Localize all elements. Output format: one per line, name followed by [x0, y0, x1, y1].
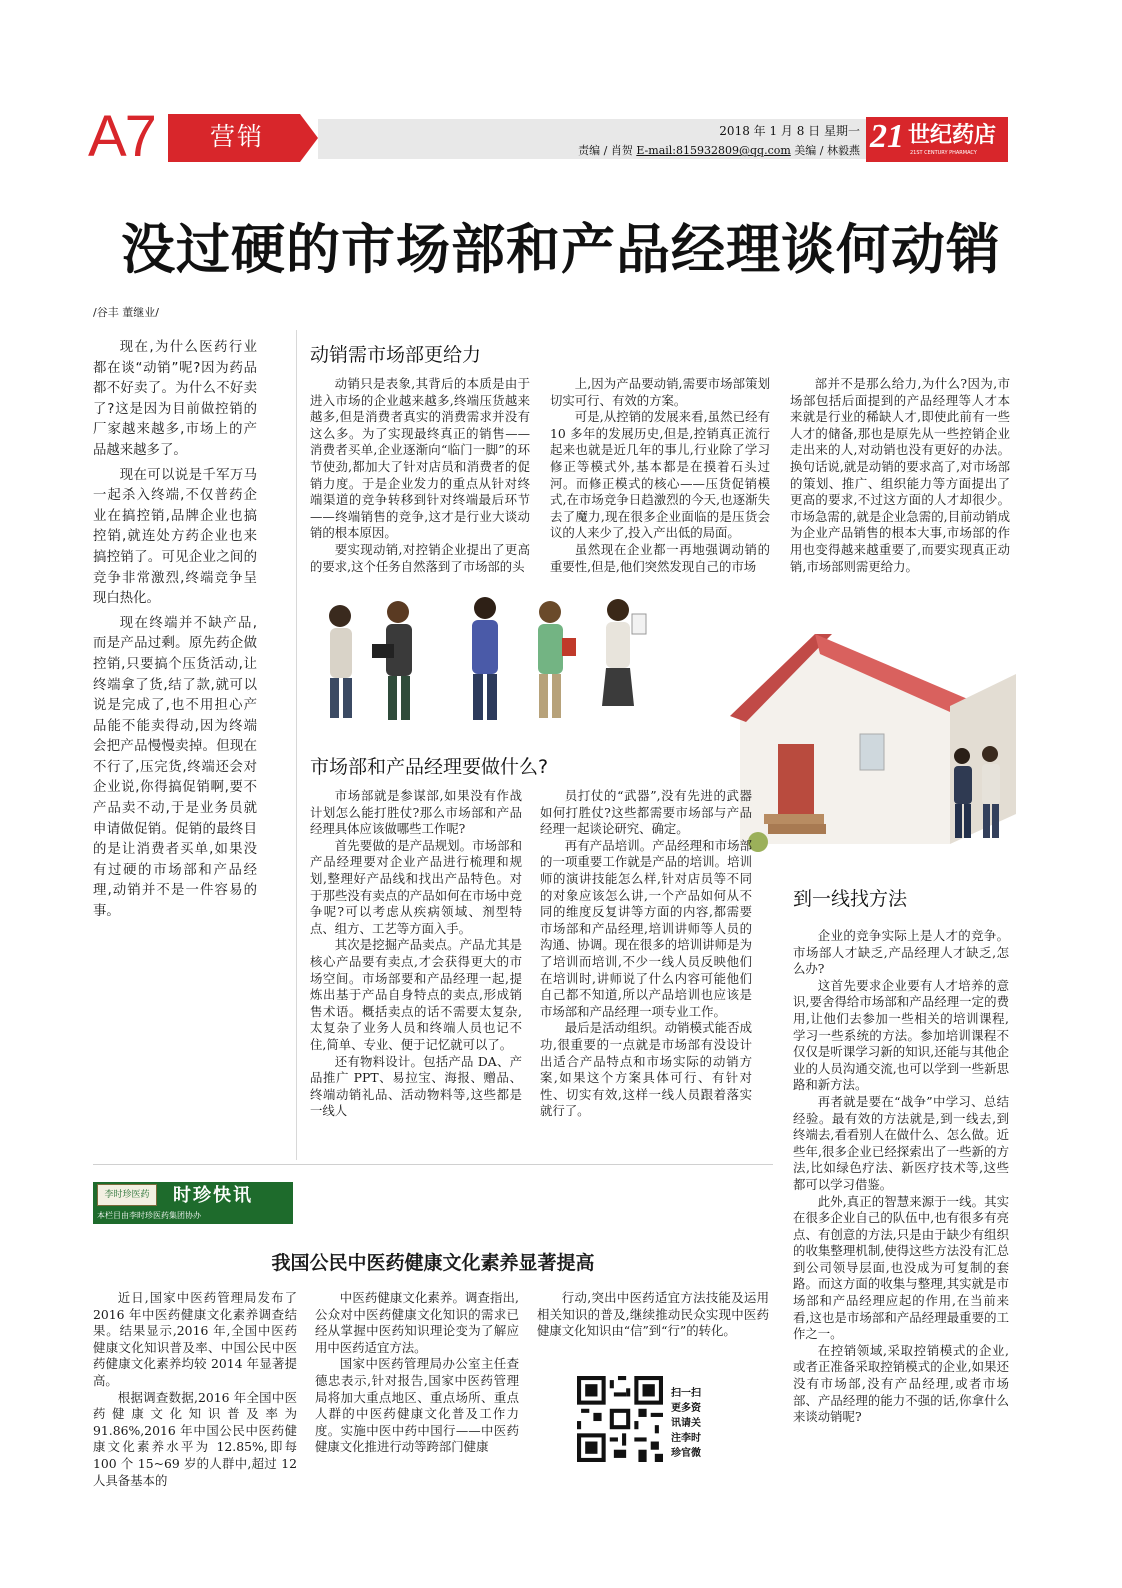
- paragraph: 动销只是表象,其背后的本质是由于进入市场的企业越来越多,终端压货越来越多,但是消费者真实的消费需求并没有这么多。为了实现最终真正的销售——消费者买单,企业逐渐向“临门一脚”的环节使劲,都加大了针对店员和消费者的促销力度。于是企业发力的重点从针对终端渠道的竞争转移到针对终端最后环节——终端销售的竞争,这才是行业大谈动销的根本原因。: [310, 376, 530, 541]
- qr-caption-line: 讯请关: [671, 1418, 701, 1429]
- person-figure: [372, 601, 412, 720]
- person-figure: [538, 601, 576, 718]
- s2-column-2: [540, 788, 752, 1120]
- brief-divider: [93, 1164, 773, 1165]
- paragraph: 要实现动销,对控销企业提出了更高的要求,这个任务自然落到了市场部的头: [310, 541, 530, 574]
- paragraph: 中医药健康文化素养。调查指出,公众对中医药健康文化知识的需求已经从掌握中医药知识理论变为了解应用中医药适宜方法。: [315, 1290, 519, 1355]
- lead-paragraph: 现在可以说是千军万马一起杀入终端,不仅普药企业在搞控销,品牌企业也搞控销,就连处方药企业也来搞控销了。可见企业之间的竞争非常激烈,终端竞争呈现白热化。: [93, 467, 257, 607]
- qr-caption-line: 注李时: [671, 1433, 701, 1444]
- paragraph: 还有物料设计。包括产品 DA、产品推广 PPT、易拉宝、海报、赠品、终端动销礼品、活动物料等,这些都是一线人: [310, 1053, 522, 1119]
- paragraph: 员打仗的“武器”,没有先进的武器如何打胜仗?这些都需要市场部与产品经理一起谈论研究、确定。: [540, 788, 752, 837]
- header-date: 2018 年 1 月 8 日 星期一: [719, 124, 860, 138]
- section-label: 营销: [210, 122, 265, 151]
- s3-column: [793, 928, 1009, 1426]
- paragraph: 再者就是要在“战争”中学习、总结经验。最有效的方法就是,到一线去,到终端去,看看别人在做什么、怎么做。近些年,很多企业已经探索出了一些新的方法,比如绿色疗法、新医疗技术等,这些都可以学习借鉴。: [793, 1093, 1009, 1192]
- editor-credit: 责编 / 肖贺: [578, 144, 633, 157]
- article-byline: /谷丰 董继业/: [93, 306, 159, 319]
- paragraph: 根据调查数据,2016 年全国中医药健康文化知识普及率为 91.86%,2016 年中国公民中医药健康文化素养水平为 12.85%,即每 100 个 15~69 岁的人群中,超过 12 人具备基本的: [93, 1389, 297, 1488]
- qr-code[interactable]: [577, 1376, 663, 1462]
- masthead-logo: [866, 117, 1008, 162]
- designer-credit: 美编 / 林毅燕: [794, 144, 860, 157]
- s2-column-1: [310, 788, 522, 1120]
- logo-number: 21: [870, 118, 904, 155]
- qr-caption-line: 珍官微: [671, 1448, 701, 1459]
- paragraph: 近日,国家中医药管理局发布了 2016 年中医药健康文化素养调查结果。结果显示,2016 年,全国中医药健康文化知识普及率、中国公民中医药健康文化素养均较 2014 年显著提高。: [93, 1290, 297, 1388]
- paragraph: 国家中医药管理局办公室主任查德忠表示,针对报告,国家中医药管理局将加大重点地区、重点场所、重点人群的中医药健康文化普及工作力度。实施中医中药中国行——中医药健康文化推进行动等跨部门健康: [315, 1356, 519, 1455]
- page-code: A7: [88, 104, 155, 169]
- paragraph: 其次是挖掘产品卖点。产品尤其是核心产品要有卖点,才会获得更大的市场空间。市场部要和产品经理一起,提炼出基于产品自身特点的卖点,形成销售术语。概括卖点的话不需要太复杂,太复杂了业务人员和终端人员也记不住,简单、专业、便于记忆就可以了。: [310, 937, 522, 1052]
- paragraph: 上,因为产品要动销,需要市场部策划切实可行、有效的方案。: [550, 376, 770, 408]
- brand-emblem-text: 李时珍医药: [104, 1190, 150, 1200]
- paragraph: 市场部就是参谋部,如果没有作战计划怎么能打胜仗?那么市场部和产品经理具体应该做哪些工作呢?: [310, 788, 522, 837]
- person-figure: [472, 597, 498, 720]
- s1-column-3: [790, 376, 1010, 575]
- brief-banner-subtitle: 本栏目由李时珍医药集团协办: [97, 1211, 201, 1220]
- qr-caption-line: 扫一扫: [671, 1388, 701, 1399]
- section-heading: 动销需市场部更给力: [310, 344, 482, 366]
- paragraph: 此外,真正的智慧来源于一线。其实在很多企业自己的队伍中,也有很多有亮点、有创意的方法,只是由于缺少有组织的收集整理机制,使得这些方法没有汇总到公司领导层面,也没成为可复制的套路。而这方面的收集与整理,其实就是市场部和产品经理应起的作用,在当前来看,这也是市场部和产品经理最重要的工作之一。: [793, 1193, 1009, 1342]
- paragraph: 行动,突出中医药适宜方法技能及运用相关知识的普及,继续推动民众实现中医药健康文化知识由“信”到“行”的转化。: [537, 1290, 769, 1339]
- s1-column-2: [550, 376, 770, 575]
- logo-subtext: 21ST CENTURY PHARMACY: [910, 150, 977, 156]
- person-figure: [329, 605, 352, 718]
- editor-email[interactable]: E-mail:815932809@qq.com: [636, 144, 791, 157]
- brief-banner: [93, 1182, 293, 1224]
- paragraph: 首先要做的是产品规划。市场部和产品经理要对企业产品进行梳理和规划,整理好产品线和找出产品特色。对于那些没有卖点的产品如何在市场中竞争呢?可以考虑从疾病领域、剂型特点、组方、工艺等方面入手。: [310, 837, 522, 936]
- logo-text: 世纪药店: [908, 122, 997, 148]
- paragraph: 企业的竞争实际上是人才的竞争。市场部人才缺乏,产品经理人才缺乏,怎么办?: [793, 928, 1009, 977]
- page-header: [0, 0, 1122, 170]
- brief-column-3: [537, 1290, 769, 1340]
- lead-column: [93, 338, 257, 923]
- section-heading: 到一线找方法: [793, 888, 908, 910]
- lead-paragraph: 现在,为什么医药行业都在谈“动销”呢?因为药品都不好卖了。为什么不好卖了?这是因为目前做控销的厂家越来越多,市场上的产品越来越多了。: [93, 340, 257, 458]
- person-figure: [602, 599, 646, 706]
- paragraph: 在控销领域,采取控销模式的企业,或者正准备采取控销模式的企业,如果还没有市场部,没有产品经理,或者市场部、产品经理的能力不强的话,你拿什么来谈动销呢?: [793, 1342, 1009, 1425]
- section-heading: 市场部和产品经理要做什么?: [310, 756, 549, 778]
- header-credits: [540, 143, 860, 158]
- qr-caption: [671, 1386, 701, 1461]
- house-illustration: [730, 634, 1016, 852]
- qr-caption-line: 更多资: [671, 1403, 701, 1414]
- paragraph: 虽然现在企业都一再地强调动销的重要性,但是,他们突然发现自己的市场: [550, 541, 770, 574]
- s1-column-1: [310, 376, 530, 575]
- paragraph: 可是,从控销的发展来看,虽然已经有 10 多年的发展历史,但是,控销真正流行起来也就是近几年的事儿,行业除了学习修正等模式外,基本都是在摸着石头过河。而修正模式的核心——压货促销模式,在市场竞争日趋激烈的今天,也逐渐失去了魔力,现在很多企业面临的是压货会议的人来少了,投入产出低的局面。: [550, 409, 770, 541]
- paragraph: 最后是活动组织。动销模式能否成功,很重要的一点就是市场部有没设计出适合产品特点和市场实际的动销方案,如果这个方案具体可行、有针对性、切实有效,这样一线人员跟着落实就行了。: [540, 1020, 752, 1119]
- lead-divider: [296, 330, 297, 1160]
- paragraph: 这首先要求企业要有人才培养的意识,要舍得给市场部和产品经理一定的费用,让他们去参加一些相关的培训课程,学习一些系统的方法。参加培训课程不仅仅是听课学习新的知识,还能与其他企业的人员沟通交流,也可以学到一些新思路和新方法。: [793, 977, 1009, 1093]
- brand-emblem: [97, 1184, 157, 1206]
- brief-column-2: [315, 1290, 519, 1456]
- paragraph: 部并不是那么给力,为什么?因为,市场部包括后面提到的产品经理等人才本来就是行业的稀缺人才,即使此前有一些人才的储备,那也是原先从一些控销企业走出来的人,对动销也没有更好的办法。换句话说,就是动销的要求高了,对市场部的策划、推广、组织能力等方面提出了更高的要求,不过这方面的人才却很少。市场急需的,就是企业急需的,目前动销成为企业产品销售的根本大事,市场部的作用也变得越来越重要了,而要实现真正动销,市场部则需更给力。: [790, 376, 1010, 574]
- lead-paragraph: 现在终端并不缺产品,而是产品过剩。原先药企做控销,只要搞个压货活动,让终端拿了货,结了款,就可以说是完成了,也不用担心产品能不能卖得动,因为终端会把产品慢慢卖掉。但现在不行了,压完货,终端还会对企业说,你得搞促销啊,要不产品卖不动,于是业务员就申请做促销。促销的最终目的是让消费者买单,如果没有过硬的市场部和产品经理,动销并不是一件容易的事。: [93, 615, 257, 920]
- paragraph: 再有产品培训。产品经理和市场部的一项重要工作就是产品的培训。培训师的演讲技能怎么样,针对店员等不同的对象应该怎么讲,一个产品如何从不同的维度反复讲等方面的内容,都需要市场部和产品经理,培训讲师等人员的沟通、协调。现在很多的培训讲师是为了培训而培训,不少一线人员反映他们在培训时,讲师说了什么内容可能他们自己都不知道,所以产品培训也应该是市场部和产品经理一项专业工作。: [540, 837, 752, 1019]
- brief-column-1: [93, 1290, 297, 1489]
- article-headline: 没过硬的市场部和产品经理谈何动销: [121, 217, 1001, 281]
- brief-headline: 我国公民中医药健康文化素养显著提高: [271, 1252, 595, 1274]
- brief-banner-title: 时珍快讯: [173, 1185, 253, 1206]
